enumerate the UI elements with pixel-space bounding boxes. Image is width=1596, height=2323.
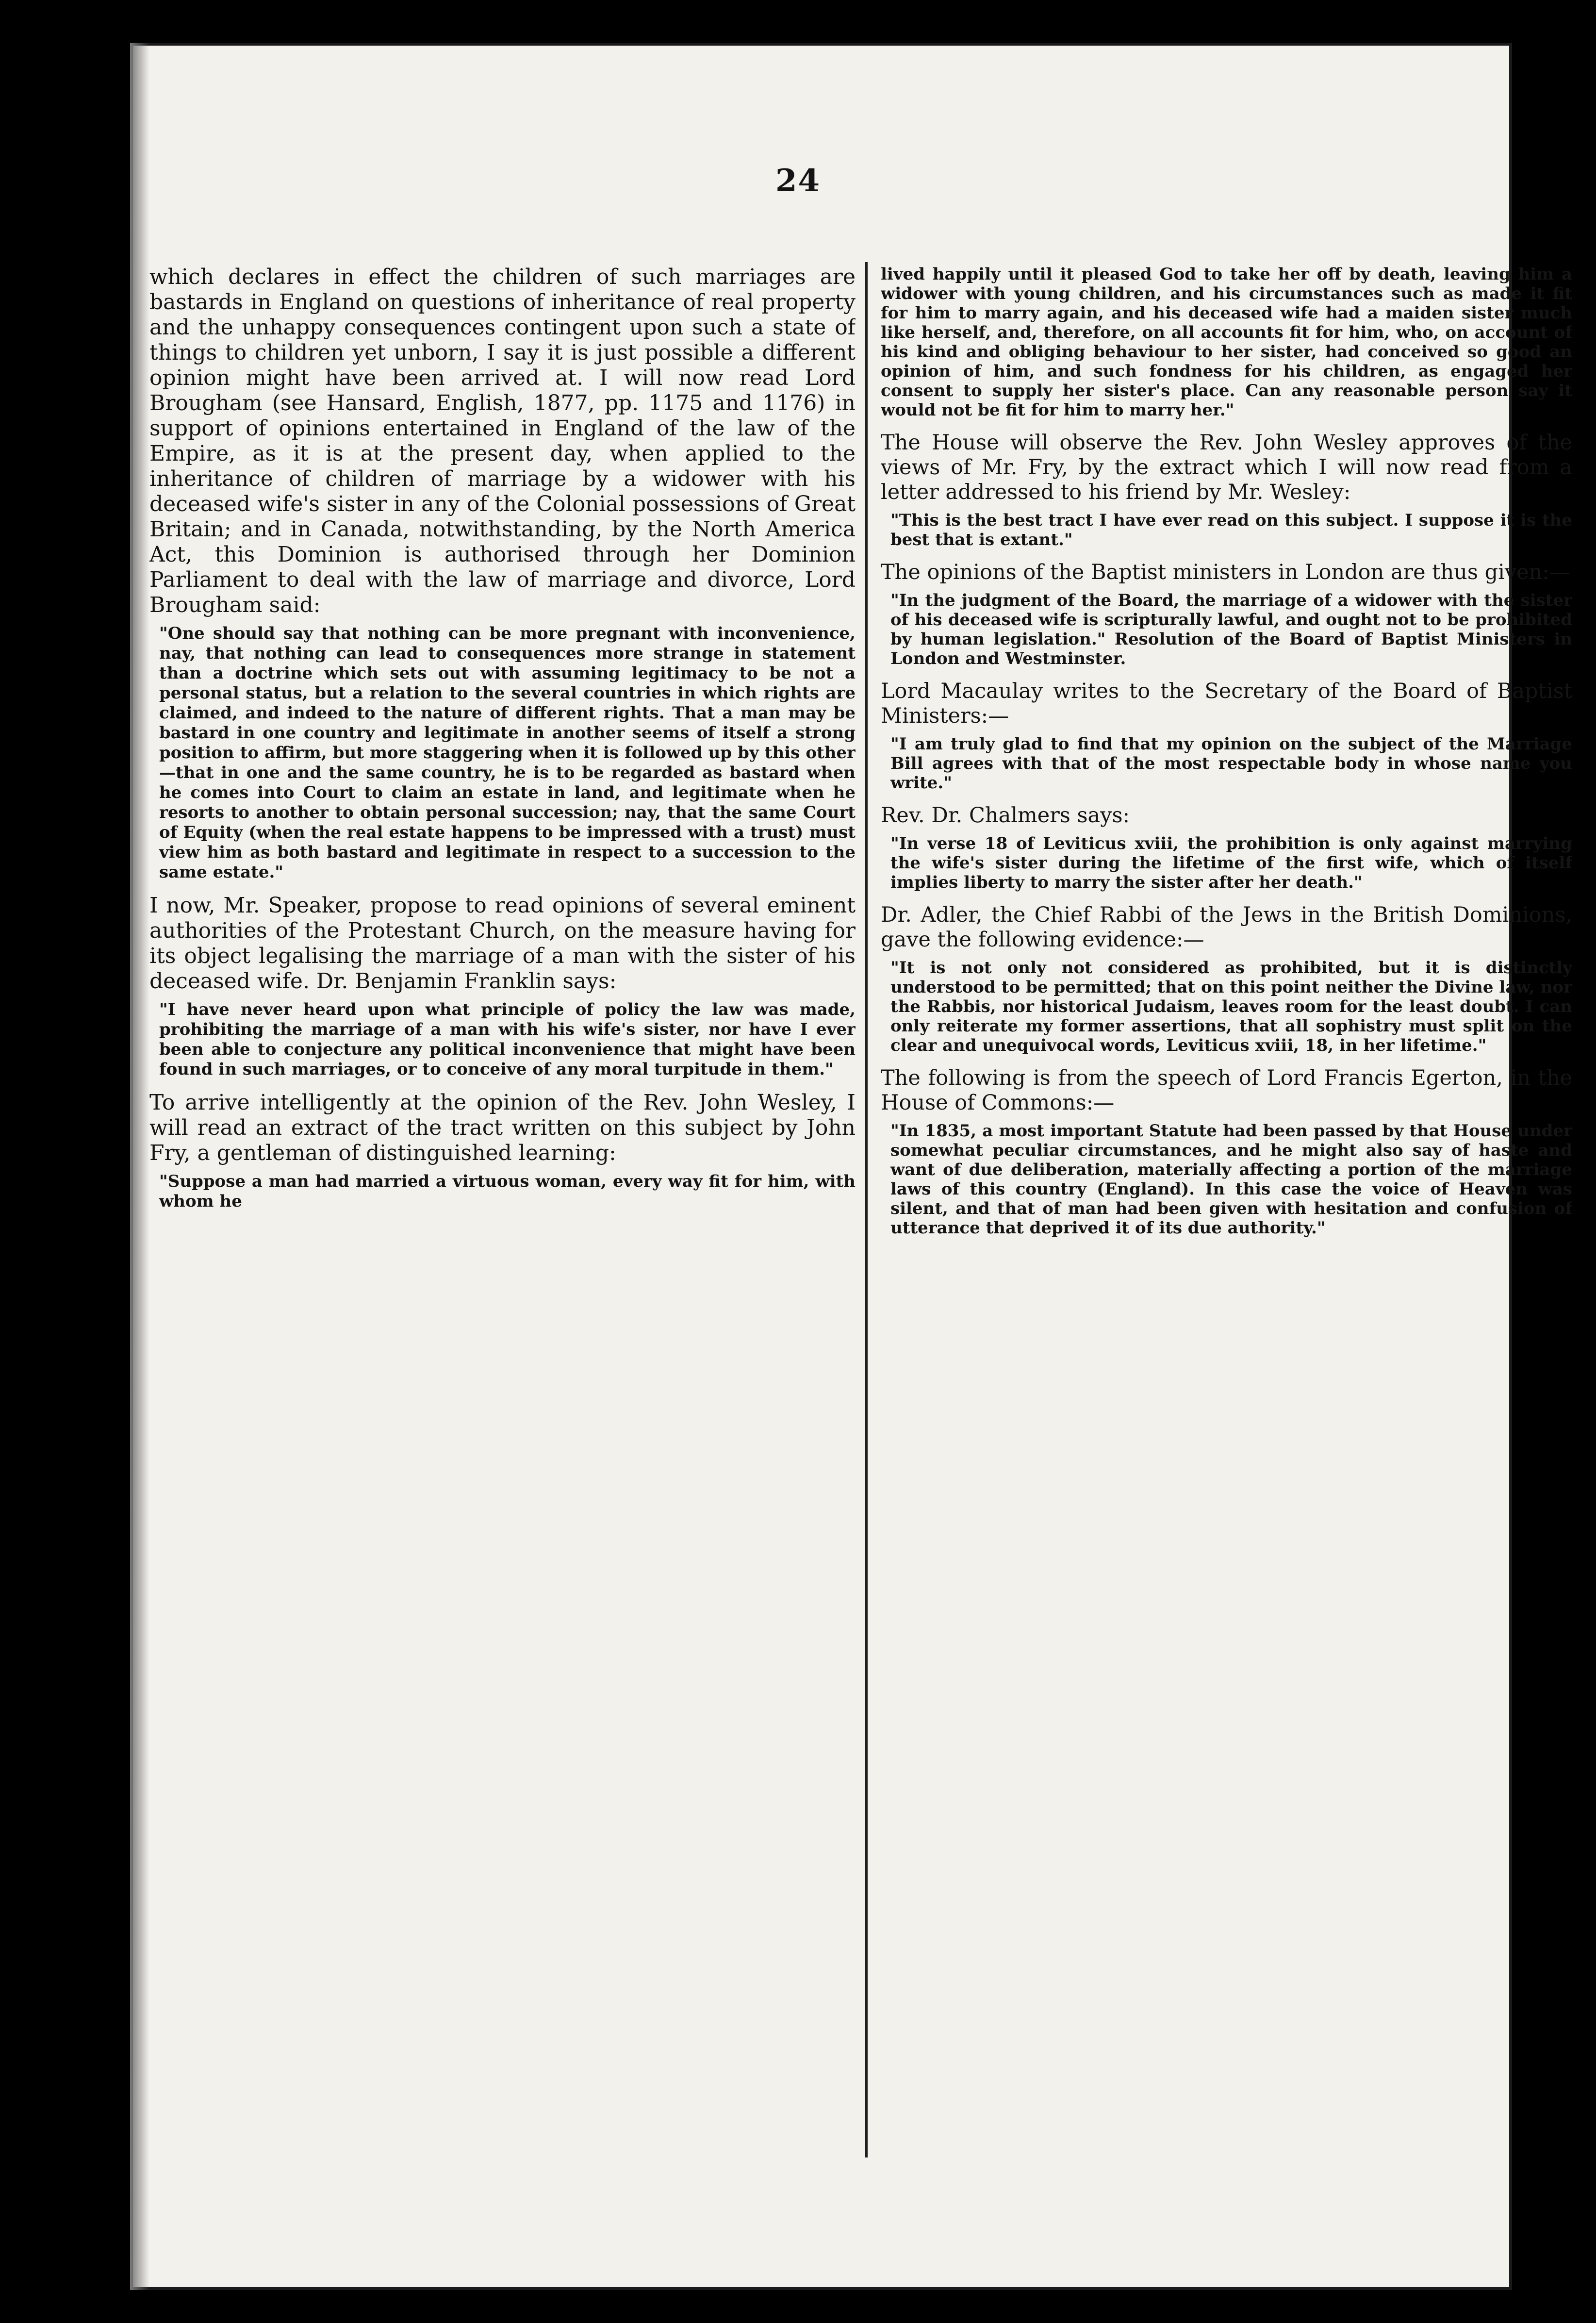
- quote-wesley-letter: "This is the best tract I have ever read on this subject. I suppose it is the best that is extant.": [890, 511, 1572, 549]
- quote-dr-chalmers: "In verse 18 of Leviticus xviii, the prohibition is only against marrying the wife's sister during the lifetime of the first wife, which of itself implies liberty to marry the sister after her death.": [890, 834, 1572, 892]
- quote-john-fry-continued: lived happily until it pleased God to take her off by death, leaving him a widower with young children, and his circumstances such as made it fit for him to marry again, and his deceased wife had a maiden sister much like herself, and, therefore, on all accounts fit for him, who, on account of his kind and obliging behaviour to her sister, had conceived so good an opinion of him, and such fondness for his children, as engaged her consent to supply her sister's place. Can any reasonable person say it would not be fit for him to marry her.": [881, 265, 1572, 420]
- left-column: [149, 265, 856, 2157]
- quote-john-fry-start: "Suppose a man had married a virtuous woman, every way fit for him, with whom he: [159, 1172, 856, 1211]
- paragraph-wesley-intro: To arrive intelligently at the opinion of the Rev. John Wesley, I will read an extract of the tract written on this subject by John Fry, a gentleman of distinguished learning:: [149, 1090, 856, 1165]
- right-column: [881, 265, 1572, 2157]
- page-number: 24: [775, 163, 821, 199]
- page-edge-shadow: [130, 43, 149, 2290]
- paragraph-wesley-approves: The House will observe the Rev. John Wesley approves of the views of Mr. Fry, by the extract which I will now read from a letter addressed to his friend by Mr. Wesley:: [881, 431, 1572, 504]
- paragraph-brougham-intro: which declares in effect the children of such marriages are bastards in England on questions of inheritance of real property and the unhappy consequences contingent upon such a state of things to children yet unborn, I say it is just possible a different opinion might have been arrived at. I will now read Lord Brougham (see Hansard, English, 1877, pp. 1175 and 1176) in support of opinions entertained in England of the law of the Empire, as it is at the present day, when applied to the inheritance of children of marriage by a widower with his deceased wife's sister in any of the Colonial possessions of Great Britain; and in Canada, notwithstanding, by the North America Act, this Dominion is authorised through her Dominion Parliament to deal with the law of marriage and divorce, Lord Brougham said:: [149, 265, 856, 617]
- quote-benjamin-franklin: "I have never heard upon what principle of policy the law was made, prohibiting the marriage of a man with his wife's sister, nor have I ever been able to conjecture any political inconvenience that might have been found in such marriages, or to conceive of any moral turpitude in them.": [159, 1000, 856, 1079]
- paragraph-protestant-authorities: I now, Mr. Speaker, propose to read opinions of several eminent authorities of the Protestant Church, on the measure having for its object legalising the marriage of a man with the sister of his deceased wife. Dr. Benjamin Franklin says:: [149, 893, 856, 994]
- paragraph-baptist-ministers: The opinions of the Baptist ministers in London are thus given:—: [881, 560, 1570, 584]
- paragraph-dr-adler: Dr. Adler, the Chief Rabbi of the Jews in the British Dominions, gave the following evidence:—: [881, 903, 1572, 952]
- quote-lord-egerton: "In 1835, a most important Statute had been passed by that House under somewhat peculiar circumstances, and he might also say of haste and want of due deliberation, materially affecting a portion of the marriage laws of this country (England). In this case the voice of Heaven was silent, and that of man had been given with hesitation and confusion of utterance that deprived it of its due authority.": [890, 1121, 1572, 1238]
- quote-lord-macaulay: "I am truly glad to find that my opinion on the subject of the Marriage Bill agrees with that of the most respectable body in whose name you write.": [890, 734, 1572, 793]
- quote-lord-brougham: "One should say that nothing can be more pregnant with inconvenience, nay, that nothing can lead to consequences more strange in statement than a doctrine which sets out with assuming legitimacy to be not a personal status, but a relation to the several countries in which rights are claimed, and indeed to the nature of different rights. That a man may be bastard in one country and legitimate in another seems of itself a strong position to affirm, but more staggering when it is followed up by this other—that in one and the same country, he is to be regarded as bastard when he comes into Court to claim an estate in land, and legitimate when he resorts to another to obtain personal succession; nay, that the same Court of Equity (when the real estate happens to be impressed with a trust) must view him as both bastard and legitimate in respect to a succession to the same estate.": [159, 624, 856, 882]
- paragraph-dr-chalmers: Rev. Dr. Chalmers says:: [881, 803, 1130, 828]
- paragraph-lord-egerton: The following is from the speech of Lord Francis Egerton, in the House of Commons:—: [881, 1066, 1572, 1115]
- quote-baptist-board: "In the judgment of the Board, the marriage of a widower with the sister of his deceased wife is scripturally lawful, and ought not to be prohibited by human legislation." Resolution of the Board of Baptist Ministers in London and Westminster.: [890, 591, 1572, 668]
- quote-dr-adler: "It is not only not considered as prohibited, but it is distinctly understood to be permitted; that on this point neither the Divine law, nor the Rabbis, nor historical Judaism, leaves room for the least doubt. I can only reiterate my former assertions, that all sophistry must split on the clear and unequivocal words, Leviticus xviii, 18, in her lifetime.": [890, 958, 1572, 1055]
- column-divider: [865, 262, 868, 2157]
- paragraph-lord-macaulay: Lord Macaulay writes to the Secretary of the Board of Baptist Ministers:—: [881, 679, 1572, 728]
